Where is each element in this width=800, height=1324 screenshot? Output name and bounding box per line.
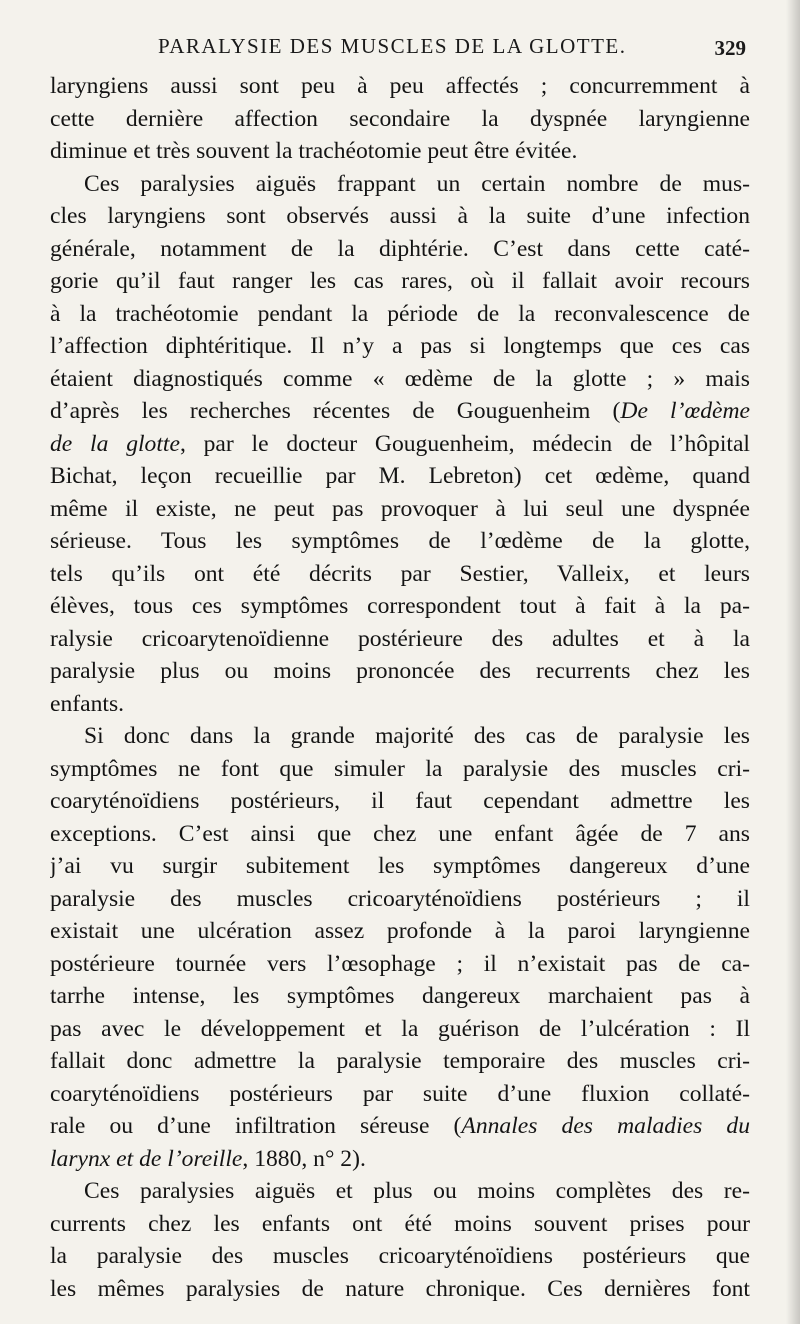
text-line: pas avec le développement et la guérison de l’ulcération : Il <box>50 1015 750 1042</box>
running-title: PARALYSIE DES MUSCLES DE LA GLOTTE. <box>158 34 627 58</box>
text-line: enfants. <box>50 690 125 717</box>
text-line: gorie qu’il faut ranger les cas rares, où il fallait avoir recours <box>50 268 750 294</box>
text-line: la paralysie des muscles cricoaryténoïdiens postérieurs que <box>50 1243 750 1269</box>
text-line: j’ai vu surgir subitement les symptômes dangereux d’une <box>50 853 750 879</box>
text-line: élèves, tous ces symptômes correspondent tout à fait à la pa- <box>50 593 750 619</box>
paragraph-1 <box>50 70 750 168</box>
paragraph-2 <box>50 168 750 721</box>
text-line: à la trachéotomie pendant la période de la reconvalescence de <box>50 300 750 327</box>
body-text <box>50 70 750 1305</box>
text-line: exceptions. C’est ainsi que chez une enfant âgée de 7 ans <box>50 820 750 847</box>
text-line: tels qu’ils ont été décrits par Sestier, Valleix, et leurs <box>50 560 750 587</box>
page-edge-shadow <box>786 0 800 1324</box>
text-line: cles laryngiens sont observés aussi à la suite d’une infection <box>50 203 750 229</box>
text-line-with-italic <box>50 428 750 461</box>
text-line: existait une ulcération assez profonde à la paroi laryngienne <box>50 918 750 944</box>
text-line: Ces paralysies aiguës frappant un certain nombre de mus- <box>84 170 750 197</box>
text-line: symptômes ne font que simuler la paralysie des muscles cri- <box>50 755 750 782</box>
text-line: l’affection diphtéritique. Il n’y a pas si longtemps que ces cas <box>50 333 750 359</box>
text-line: diminue et très souvent la trachéotomie peut être évitée. <box>50 138 578 164</box>
text-line: étaient diagnostiqués comme « œdème de la glotte ; » mais <box>50 365 750 392</box>
text-line: ralysie cricoarytenoïdienne postérieure des adultes et à la <box>50 625 750 652</box>
italic-title: Annales des maladies du <box>461 1113 750 1139</box>
text-line: coaryténoïdiens postérieurs, il faut cependant admettre les <box>50 788 750 814</box>
text-line: même il existe, ne peut pas provoquer à lui seul une dyspnée <box>50 495 750 522</box>
paragraph-4 <box>50 1175 750 1305</box>
text-line: currents chez les enfants ont été moins souvent prises pour <box>50 1210 750 1237</box>
text-line: paralysie des muscles cricoaryténoïdiens postérieurs ; il <box>50 885 750 912</box>
text-line-with-italic <box>50 1110 750 1143</box>
text-line: générale, notamment de la diphtérie. C’est dans cette caté- <box>50 235 750 262</box>
text-run: , 1880, n° 2). <box>242 1145 366 1172</box>
text-line: cette dernière affection secondaire la dyspnée laryngienne <box>50 105 750 132</box>
paragraph-3 <box>50 720 750 1175</box>
page-header <box>50 34 750 64</box>
text-line-with-italic <box>50 395 750 428</box>
text-line: postérieure tournée vers l’œsophage ; il n’existait pas de ca- <box>50 950 750 977</box>
italic-title: larynx et de l’oreille <box>50 1145 243 1172</box>
text-line: sérieuse. Tous les symptômes de l’œdème de la glotte, <box>50 528 750 554</box>
text-line-with-italic <box>50 1143 750 1176</box>
text-run: rale ou d’une infiltration séreuse ( <box>50 1113 462 1139</box>
text-line: coaryténoïdiens postérieurs par suite d’une fluxion collaté- <box>50 1080 750 1107</box>
text-line: tarrhe intense, les symptômes dangereux marchaient pas à <box>50 983 750 1009</box>
text-line: Ces paralysies aiguës et plus ou moins complètes des re- <box>84 1178 750 1204</box>
italic-title: De l’œdème <box>620 398 750 424</box>
italic-title: de la glotte <box>50 430 180 457</box>
text-run: d’après les recherches récentes de Gouguenheim ( <box>50 398 621 424</box>
page-number: 329 <box>714 36 746 60</box>
text-line: Si donc dans la grande majorité des cas de paralysie les <box>84 723 750 749</box>
text-run: , par le docteur Gouguenheim, médecin de l’hôpital <box>179 430 750 457</box>
text-line: les mêmes paralysies de nature chronique. Ces dernières font <box>50 1275 750 1302</box>
text-line: Bichat, leçon recueillie par M. Lebreton) cet œdème, quand <box>50 463 750 489</box>
text-line: fallait donc admettre la paralysie temporaire des muscles cri- <box>50 1048 750 1074</box>
text-line: laryngiens aussi sont peu à peu affectés ; concurremment à <box>50 73 750 99</box>
text-line: paralysie plus ou moins prononcée des recurrents chez les <box>50 658 750 684</box>
